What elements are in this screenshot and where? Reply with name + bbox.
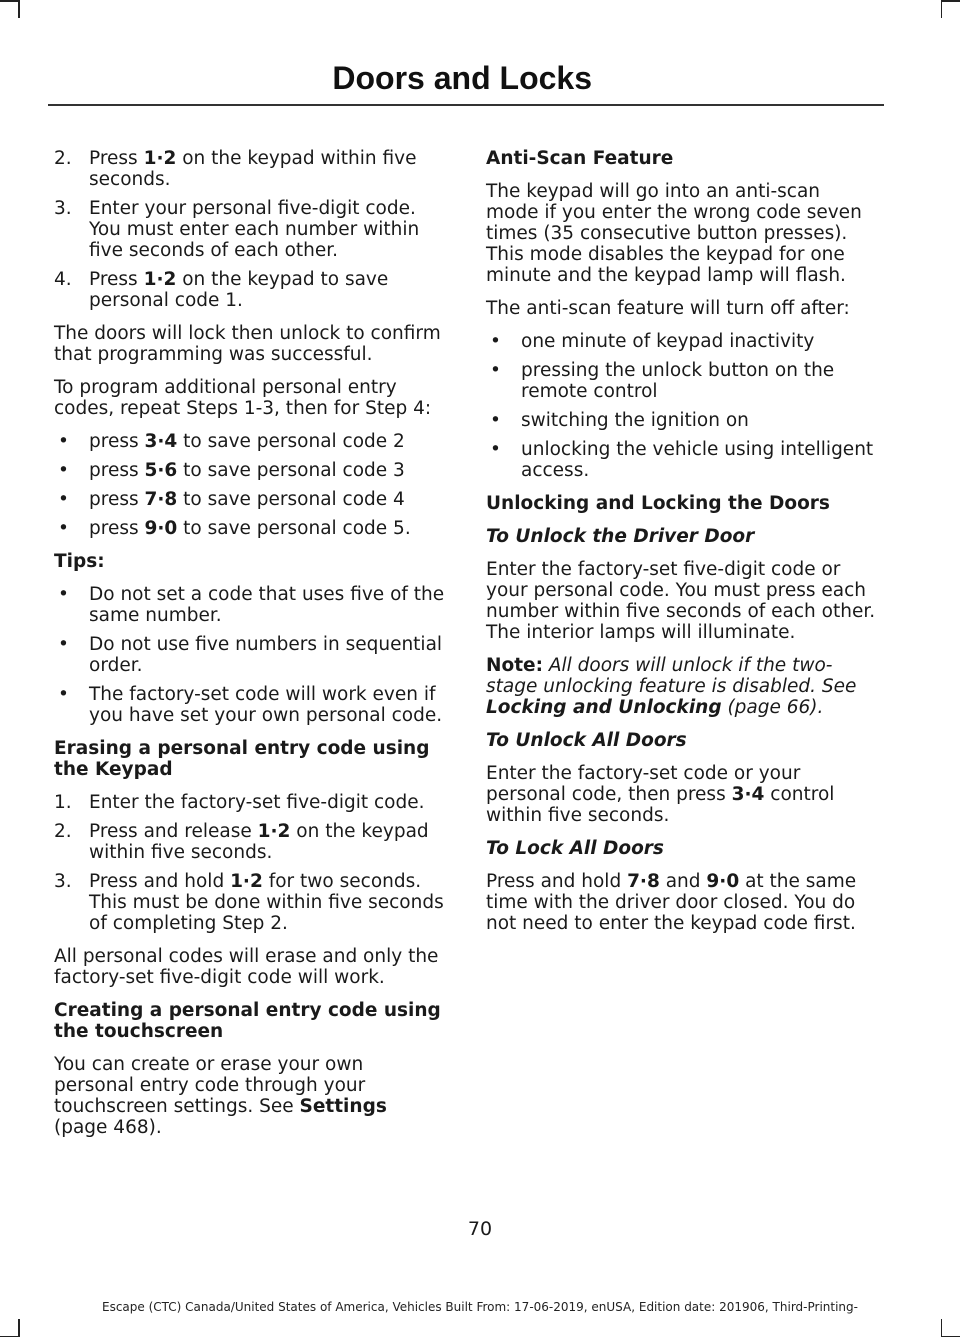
section-heading-antiscan: Anti-Scan Feature xyxy=(486,148,674,169)
footer-text: Escape (CTC) Canada/United States of America, Vehicles Built From: 17-06-2019, enUSA, Edition date: 201906, Third-Printing- xyxy=(102,1300,858,1314)
tips-heading: Tips: xyxy=(54,551,105,572)
driver-door-paragraph: Enter the factory-set five-digit code or your personal code. You must press each number within five seconds of each other. The interior lamps will illuminate. xyxy=(486,559,876,643)
crop-mark xyxy=(941,1319,943,1337)
list-item: • press 7·8 to save personal code 4 xyxy=(58,489,405,510)
crop-mark xyxy=(18,0,20,18)
list-item: • press 9·0 to save personal code 5. xyxy=(58,518,411,539)
settings-link[interactable]: Settings xyxy=(299,1096,387,1117)
section-heading-unlocking: Unlocking and Locking the Doors xyxy=(486,493,830,514)
step-4: 4. Press 1·2 on the keypad to save personal code 1. xyxy=(54,269,389,311)
erase-step-2: 2. Press and release 1·2 on the keypad within five seconds. xyxy=(54,821,429,863)
crop-mark xyxy=(18,1319,20,1337)
section-heading-touchscreen: Creating a personal entry code using the touchscreen xyxy=(54,1000,441,1042)
touchscreen-paragraph: You can create or erase your own personal entry code through your touchscreen settings. See Settings (page 468). xyxy=(54,1054,387,1138)
confirm-paragraph: The doors will lock then unlock to confirm that programming was successful. xyxy=(54,323,441,365)
crop-mark xyxy=(0,0,18,2)
note-paragraph: Note: All doors will unlock if the two-stage unlocking feature is disabled. See Locking and Unlocking (page 66). xyxy=(486,655,857,718)
list-item: • switching the ignition on xyxy=(490,410,749,431)
crop-mark xyxy=(941,0,943,18)
list-item: • press 5·6 to save personal code 3 xyxy=(58,460,405,481)
crop-mark xyxy=(942,0,960,2)
header-divider xyxy=(48,104,884,106)
section-heading-erase: Erasing a personal entry code using the Keypad xyxy=(54,738,430,780)
turnoff-paragraph: The anti-scan feature will turn off after: xyxy=(486,298,850,319)
list-item: • press 3·4 to save personal code 2 xyxy=(58,431,405,452)
list-item: • Do not set a code that uses five of the same number. xyxy=(58,584,445,626)
page-number: 70 xyxy=(467,1218,493,1240)
list-item: • pressing the unlock button on the remote control xyxy=(490,360,835,402)
list-item: • one minute of keypad inactivity xyxy=(490,331,815,352)
step-2: 2. Press 1·2 on the keypad within five seconds. xyxy=(54,148,417,190)
unlock-all-paragraph: Enter the factory-set code or your personal code, then press 3·4 control within five seconds. xyxy=(486,763,835,826)
left-column xyxy=(54,148,446,1150)
lock-all-paragraph: Press and hold 7·8 and 9·0 at the same time with the driver door closed. You do not need to enter the keypad code first. xyxy=(486,871,857,934)
erase-paragraph: All personal codes will erase and only the factory-set five-digit code will work. xyxy=(54,946,439,988)
subheading-driver-door: To Unlock the Driver Door xyxy=(486,526,755,547)
list-item: • Do not use five numbers in sequential order. xyxy=(58,634,443,676)
subheading-lock-all: To Lock All Doors xyxy=(486,838,664,859)
subheading-unlock-all: To Unlock All Doors xyxy=(486,730,687,751)
list-item: • The factory-set code will work even if you have set your own personal code. xyxy=(58,684,443,726)
additional-codes-paragraph: To program additional personal entry codes, repeat Steps 1-3, then for Step 4: xyxy=(54,377,432,419)
step-3: 3. Enter your personal five-digit code. You must enter each number within five seconds of each other. xyxy=(54,198,420,261)
list-item: • unlocking the vehicle using intelligent access. xyxy=(490,439,874,481)
right-column xyxy=(486,148,878,946)
erase-step-1: 1. Enter the factory-set five-digit code. xyxy=(54,792,425,813)
locking-unlocking-link[interactable]: Locking and Unlocking xyxy=(486,697,722,718)
page-title: Doors and Locks xyxy=(332,60,592,96)
erase-step-3: 3. Press and hold 1·2 for two seconds. This must be done within five seconds of completing Step 2. xyxy=(54,871,444,934)
antiscan-paragraph: The keypad will go into an anti-scan mode if you enter the wrong code seven times (35 consecutive button presses). This mode disables the keypad for one minute and the keypad lamp will flash. xyxy=(486,181,862,286)
